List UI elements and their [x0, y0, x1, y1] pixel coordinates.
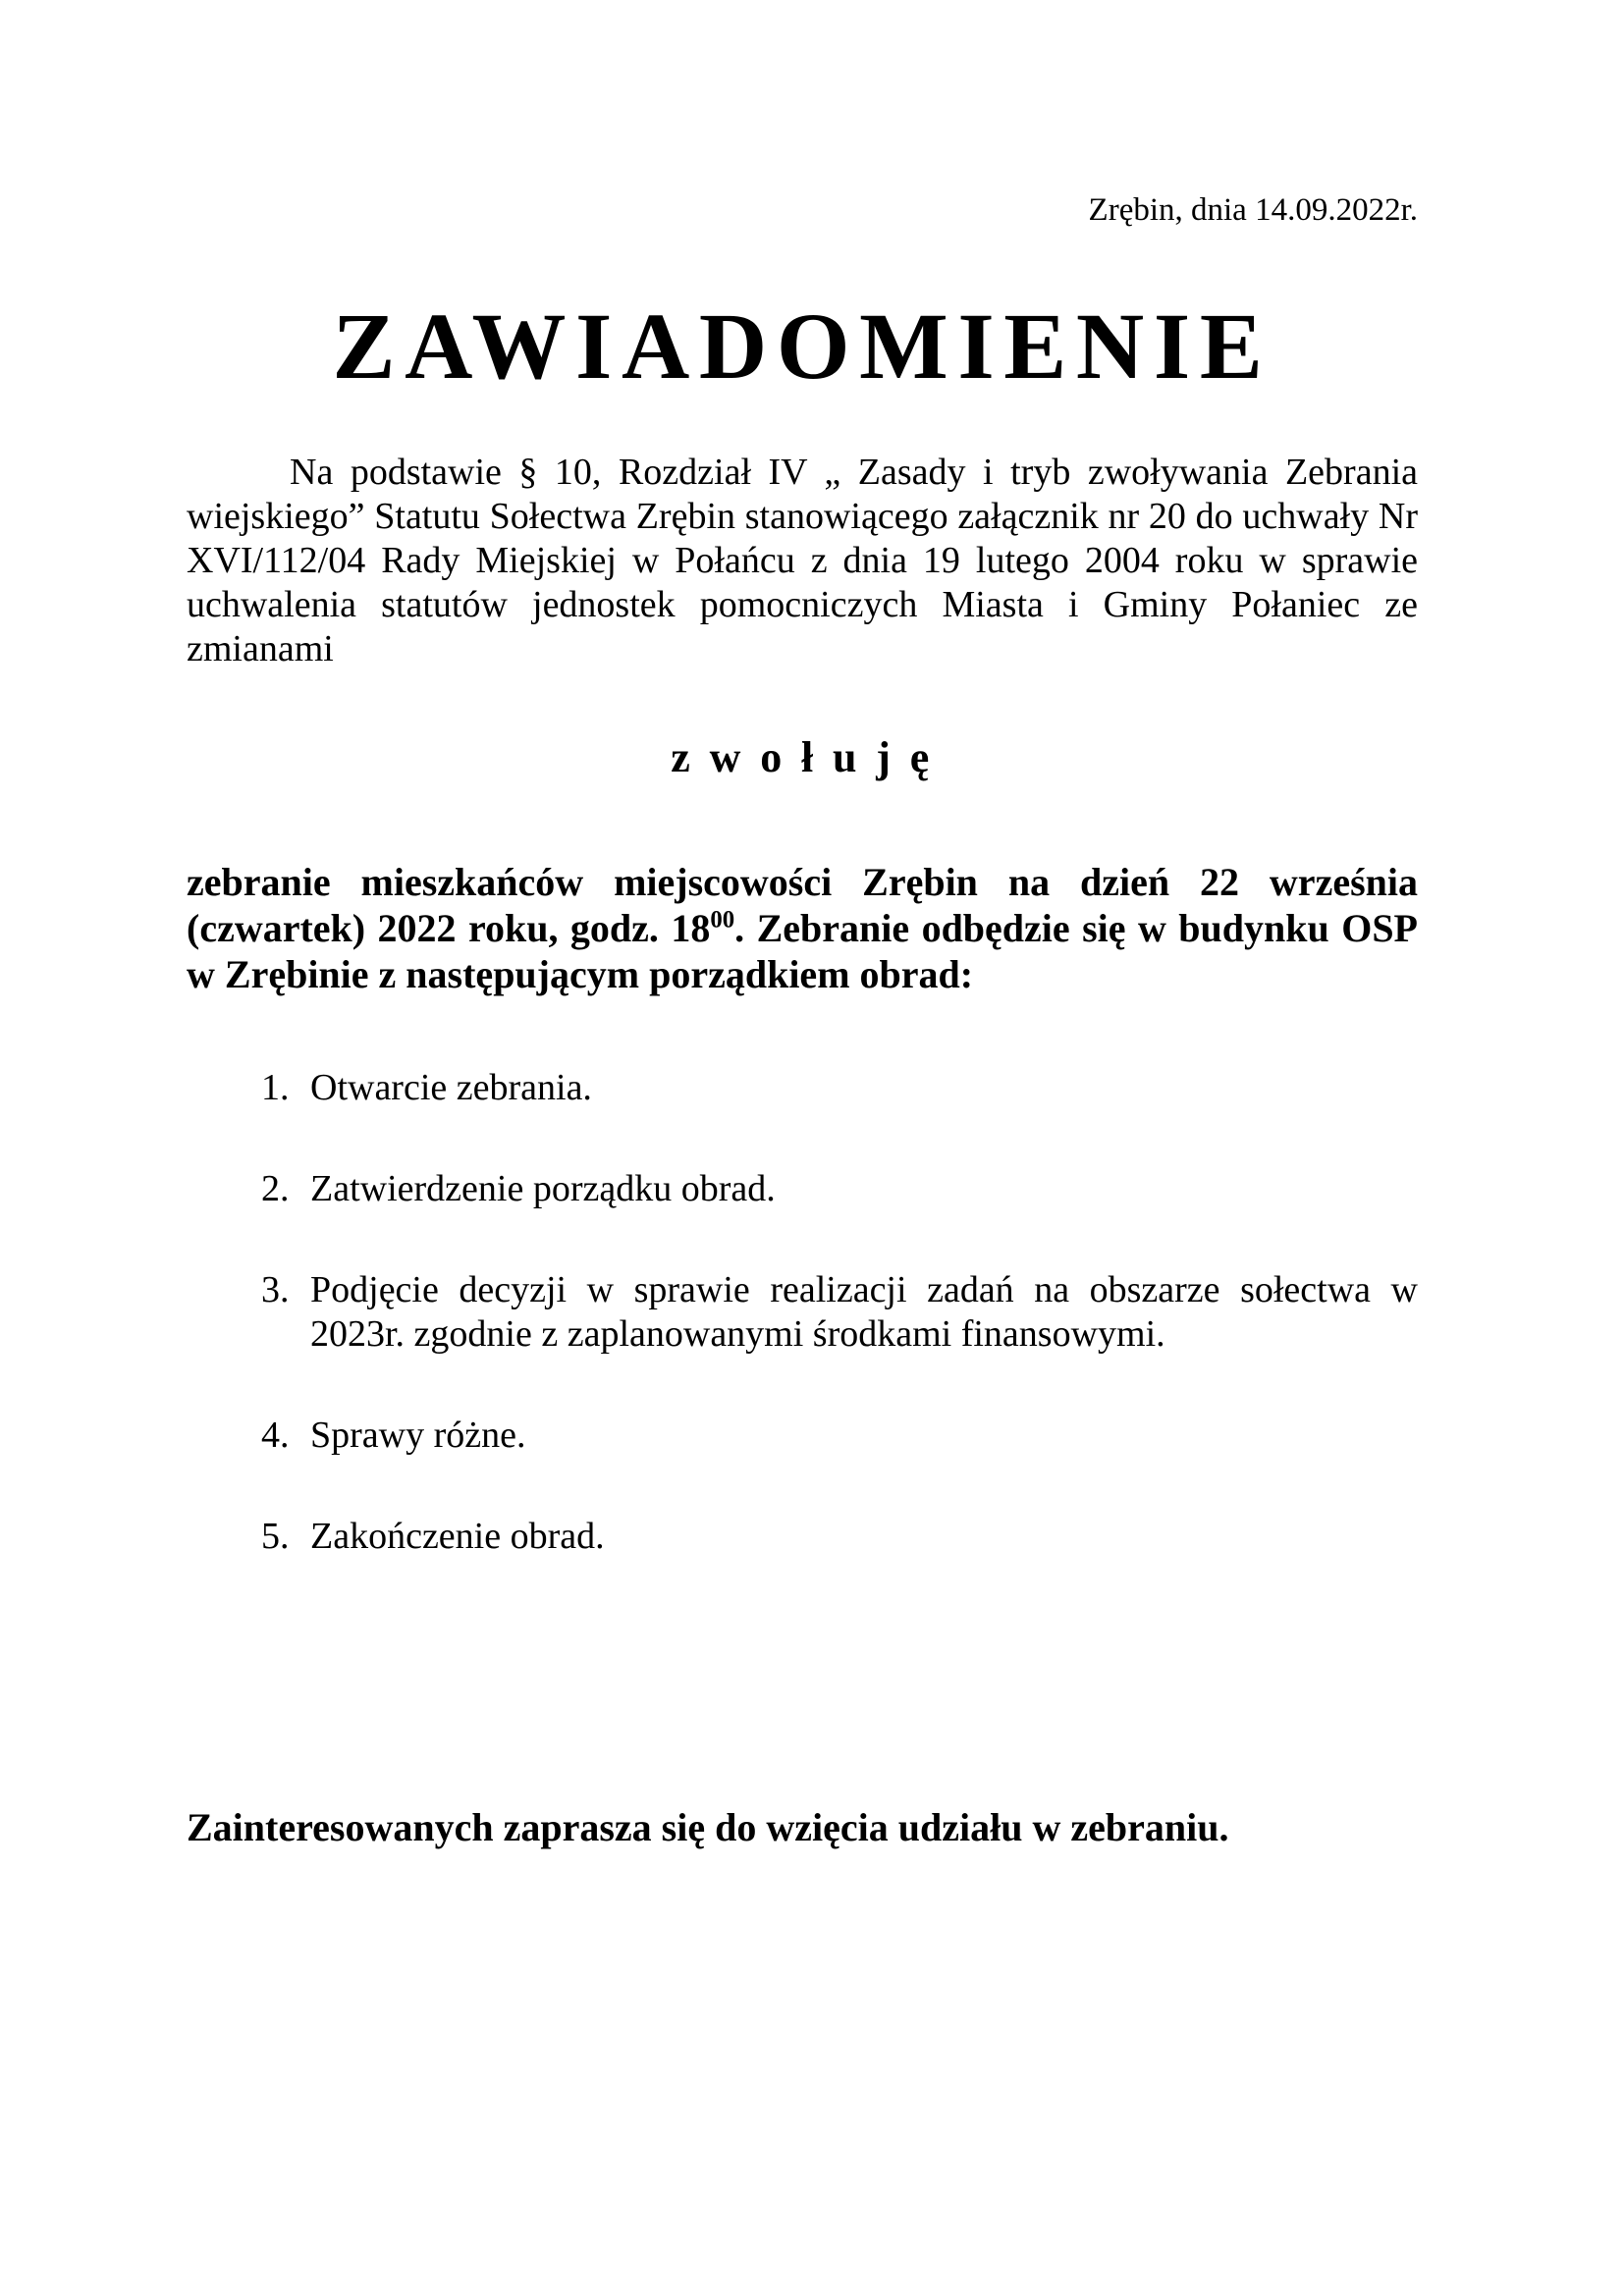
- agenda-item-text: Zatwierdzenie porządku obrad.: [310, 1168, 776, 1209]
- agenda-item: [261, 1066, 1418, 1110]
- agenda-item: [261, 1167, 1418, 1211]
- agenda-item: [261, 1515, 1418, 1559]
- agenda-item-number: 3.: [261, 1269, 290, 1310]
- agenda-list: [187, 1066, 1418, 1559]
- agenda-item: [261, 1414, 1418, 1458]
- agenda-item-number: 1.: [261, 1067, 290, 1108]
- meeting-time-superscript: 00: [710, 906, 735, 934]
- agenda-item-text: Zakończenie obrad.: [310, 1516, 605, 1557]
- convene-heading: z w o ł u j ę: [671, 733, 934, 781]
- intro-paragraph: Na podstawie § 10, Rozdział IV „ Zasady i tryb zwoływania Zebrania wiejskiego” Statutu Sołectwa Zrębin stanowiącego załącznik nr 20 do uchwały Nr XVI/112/04 Rady Miejskiej w Połańcu z dnia 19 lutego 2004 roku w sprawie uchwalenia statutów jednostek pomocniczych Miasta i Gminy Połaniec ze zmianami: [187, 452, 1418, 669]
- agenda-item-number: 5.: [261, 1516, 290, 1557]
- date-line: Zrębin, dnia 14.09.2022r.: [1088, 192, 1418, 228]
- agenda-item-text: Sprawy różne.: [310, 1415, 526, 1456]
- agenda-item: [261, 1268, 1418, 1357]
- agenda-item-text: Otwarcie zebrania.: [310, 1067, 592, 1108]
- agenda-item-text: Podjęcie decyzji w sprawie realizacji zadań na obszarze sołectwa w 2023r. zgodnie z zaplanowanymi środkami finansowymi.: [310, 1269, 1418, 1355]
- document-title: ZAWIADOMIENIE: [332, 294, 1272, 399]
- agenda-item-number: 4.: [261, 1415, 290, 1456]
- meeting-text-before-time: zebranie mieszkańców miejscowości Zrębin na dzień 22 września (czwartek) 2022 roku, godz. 18: [187, 860, 1418, 950]
- meeting-paragraph: [187, 859, 1418, 997]
- meeting-text-after-time: . Zebranie odbędzie się w budynku OSP w Zrębinie z następującym porządkiem obrad:: [187, 906, 1418, 996]
- agenda-item-number: 2.: [261, 1168, 290, 1209]
- closing-line: Zainteresowanych zaprasza się do wzięcia udziału w zebraniu.: [187, 1805, 1229, 1849]
